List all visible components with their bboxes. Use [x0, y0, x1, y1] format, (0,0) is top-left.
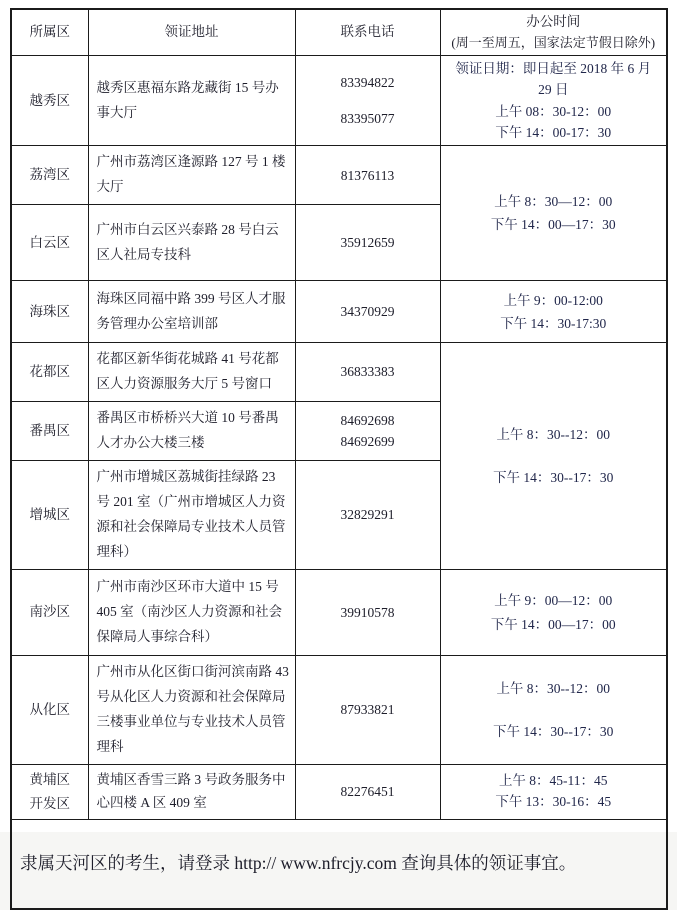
address-cell: 广州市白云区兴泰路 28 号白云区人社局专技科: [88, 205, 295, 281]
district-cell: 从化区: [11, 656, 88, 765]
hours-cell-merged: [440, 146, 667, 281]
table-row: [11, 343, 667, 402]
address-cell: 番禺区市桥桥兴大道 10 号番禺人才办公大楼三楼: [88, 402, 295, 461]
header-cell-address: 领证地址: [88, 9, 295, 56]
address-cell: 黄埔区香雪三路 3 号政务服务中心四楼 A 区 409 室: [88, 764, 295, 819]
district-cell: 番禺区: [11, 402, 88, 461]
district-line: 黄埔区: [14, 768, 86, 792]
note-row: [11, 819, 667, 909]
table-row: [11, 570, 667, 656]
phone-cell: 82276451: [295, 764, 440, 819]
header-cell-phone: 联系电话: [295, 9, 440, 56]
hours-line: 上午 9：00—12：00: [444, 589, 664, 612]
hours-line: 29 日: [444, 79, 664, 100]
hours-line: 下午 14：30--17：30: [444, 466, 664, 489]
district-cell: 越秀区: [11, 56, 88, 146]
hours-cell: [440, 56, 667, 146]
certificate-pickup-table: [10, 8, 668, 910]
hours-line: 上午 9：00-12:00: [444, 289, 664, 312]
address-cell: 广州市荔湾区逢源路 127 号 1 楼大厅: [88, 146, 295, 205]
hours-line: 上午 8：45-11：45: [444, 771, 664, 792]
phone-cell: 39910578: [295, 570, 440, 656]
district-cell: 荔湾区: [11, 146, 88, 205]
hours-line: 领证日期：即日起至 2018 年 6 月: [444, 58, 664, 79]
table-row: [11, 146, 667, 205]
hours-line: 上午 08：30-12：00: [444, 101, 664, 122]
table-row: [11, 656, 667, 765]
address-cell: 广州市南沙区环市大道中 15 号 405 室（南沙区人力资源和社会保障局人事综合科）: [88, 570, 295, 656]
district-cell: 南沙区: [11, 570, 88, 656]
district-cell: [11, 764, 88, 819]
hours-header-subtitle: (周一至周五，国家法定节假日除外): [443, 33, 665, 53]
address-cell: 花都区新华街花城路 41 号花都区人力资源服务大厅 5 号窗口: [88, 343, 295, 402]
hours-cell-merged: [440, 343, 667, 570]
table-header-row: [11, 9, 667, 56]
header-cell-district: 所属区: [11, 9, 88, 56]
phone-cell: [295, 402, 440, 461]
address-cell: 海珠区同福中路 399 号区人才服务管理办公室培训部: [88, 281, 295, 343]
table-row: [11, 56, 667, 146]
phone-number: 84692699: [296, 431, 440, 453]
phone-number: 83394822: [296, 72, 440, 94]
phone-cell: [295, 56, 440, 146]
phone-cell: 32829291: [295, 461, 440, 570]
address-cell: 广州市增城区荔城街挂绿路 23 号 201 室（广州市增城区人力资源和社会保障局专业技术人员管理科）: [88, 461, 295, 570]
phone-number: 83395077: [296, 108, 440, 130]
hours-line: 上午 8：30--12：00: [444, 423, 664, 446]
hours-line: 下午 14：00-17：30: [444, 122, 664, 143]
header-cell-hours: [440, 9, 667, 56]
district-cell: 海珠区: [11, 281, 88, 343]
hours-line: 下午 14：30-17:30: [444, 312, 664, 335]
phone-cell: 34370929: [295, 281, 440, 343]
table-row: [11, 764, 667, 819]
hours-cell: [440, 570, 667, 656]
phone-cell: 81376113: [295, 146, 440, 205]
phone-cell: 35912659: [295, 205, 440, 281]
district-cell: 花都区: [11, 343, 88, 402]
hours-header-title: 办公时间: [443, 12, 665, 33]
district-cell: 白云区: [11, 205, 88, 281]
phone-cell: 87933821: [295, 656, 440, 765]
hours-line: 下午 14：00—17：30: [444, 213, 664, 236]
address-cell: 广州市从化区街口街河滨南路 43 号从化区人力资源和社会保障局三楼事业单位与专业技术人员管理科: [88, 656, 295, 765]
district-line: 开发区: [14, 792, 86, 816]
hours-cell: [440, 764, 667, 819]
phone-number: 84692698: [296, 410, 440, 432]
hours-cell: [440, 656, 667, 765]
hours-cell: [440, 281, 667, 343]
tianhe-note: 隶属天河区的考生，请登录 http:// www.nfrcjy.com 查询具体的领证事宜。: [11, 819, 667, 909]
hours-line: 上午 8：30—12：00: [444, 190, 664, 213]
address-cell: 越秀区惠福东路龙藏街 15 号办事大厅: [88, 56, 295, 146]
phone-cell: 36833383: [295, 343, 440, 402]
hours-line: 下午 14：00—17：00: [444, 613, 664, 636]
table-row: [11, 281, 667, 343]
hours-line: 下午 13：30-16：45: [444, 792, 664, 813]
district-cell: 增城区: [11, 461, 88, 570]
hours-line: 上午 8：30--12：00: [444, 677, 664, 700]
hours-line: 下午 14：30--17：30: [444, 720, 664, 743]
